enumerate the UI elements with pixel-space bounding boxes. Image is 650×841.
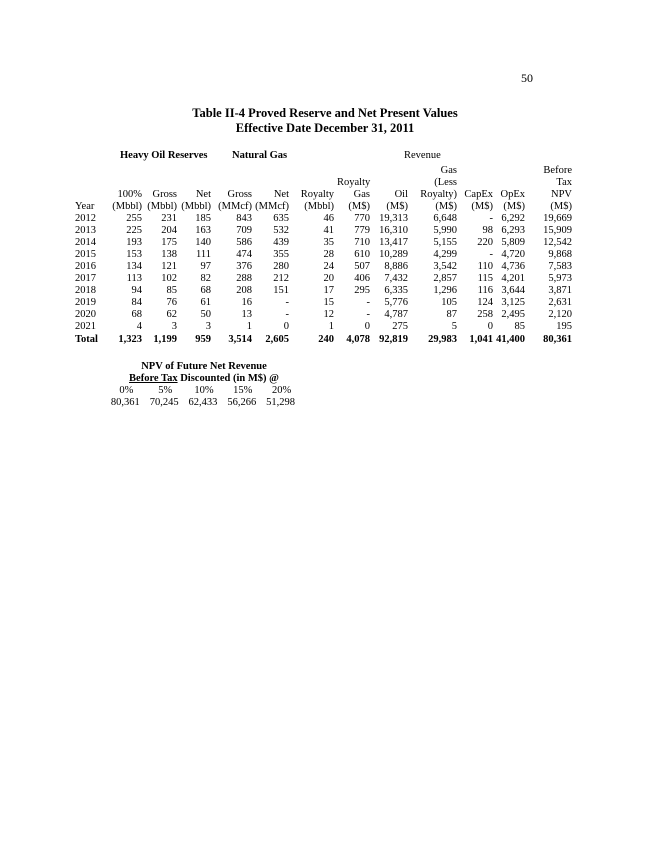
table-cell: 87: [446, 309, 457, 320]
table-cell: 16: [241, 297, 252, 308]
table-cell: 2012: [75, 213, 96, 224]
npv-subtitle: [107, 373, 301, 385]
table-cell: 35: [323, 237, 334, 248]
table-cell: 12: [323, 309, 334, 320]
column-header-cell: OpEx: [500, 189, 525, 200]
table-cell: 163: [195, 225, 211, 236]
column-header-cell: [373, 177, 411, 189]
npv-rate-cell: 15%: [233, 385, 253, 396]
total-row: [73, 333, 575, 346]
table-row: [73, 273, 575, 285]
table-cell: 208: [236, 285, 252, 296]
header-row: [73, 165, 575, 177]
column-header-cell: [214, 165, 255, 177]
column-header-cell: (Mbbl): [181, 201, 211, 212]
table-cell: 474: [236, 249, 252, 260]
column-header-cell: [460, 165, 496, 177]
table-cell: 4,787: [384, 309, 408, 320]
table-cell: 3,542: [433, 261, 457, 272]
column-header-cell: Gross: [152, 189, 177, 200]
table-cell: 9,868: [548, 249, 572, 260]
table-body: [73, 213, 575, 346]
table-cell: 15: [323, 297, 334, 308]
column-header-cell: (M$): [471, 201, 493, 212]
table-cell: 19,669: [543, 213, 572, 224]
group-header-natural-gas: Natural Gas: [232, 150, 288, 161]
column-header-cell: Tax: [556, 177, 572, 188]
column-header-cell: [73, 177, 109, 189]
table-cell: 532: [273, 225, 289, 236]
total-cell: 2,605: [265, 334, 289, 345]
table-row: [73, 249, 575, 261]
npv-summary: [107, 361, 301, 409]
table-cell: 7,432: [384, 273, 408, 284]
table-cell: 4,720: [501, 249, 525, 260]
table-cell: 15,909: [543, 225, 572, 236]
column-header-cell: Before: [543, 165, 572, 176]
table-cell: 610: [354, 249, 370, 260]
total-cell: 92,819: [379, 334, 408, 345]
table-cell: -: [285, 297, 289, 308]
table-cell: 635: [273, 213, 289, 224]
table-cell: 94: [131, 285, 142, 296]
table-title: [0, 106, 650, 136]
table-cell: 111: [196, 249, 211, 260]
table-cell: 6,292: [501, 213, 525, 224]
column-header-cell: [109, 177, 145, 189]
table-cell: 2019: [75, 297, 96, 308]
npv-value-cell: 70,245: [149, 397, 179, 408]
title-line-2: Effective Date December 31, 2011: [235, 121, 415, 135]
table-cell: 16,310: [379, 225, 408, 236]
npv-rate-cell: 20%: [271, 385, 292, 396]
header-row: [73, 201, 575, 213]
table-cell: -: [285, 309, 289, 320]
table-cell: 288: [236, 273, 252, 284]
table-cell: 62: [166, 309, 177, 320]
table-cell: 231: [161, 213, 177, 224]
column-header-cell: (M$): [503, 201, 525, 212]
table-cell: 3,125: [501, 297, 525, 308]
column-header-cell: [292, 165, 337, 177]
table-cell: 2016: [75, 261, 96, 272]
table-cell: 134: [126, 261, 142, 272]
npv-subtitle-underlined: Before Tax: [129, 373, 178, 384]
table-cell: 5,776: [384, 297, 408, 308]
table-cell: 140: [195, 237, 211, 248]
table-cell: 6,293: [501, 225, 525, 236]
table-cell: 102: [161, 273, 177, 284]
table-row: [73, 309, 575, 321]
table-cell: 85: [514, 321, 525, 332]
table-cell: 2017: [75, 273, 96, 284]
table-cell: 5,809: [501, 237, 525, 248]
column-header-cell: [496, 165, 528, 177]
table-cell: 3,644: [501, 285, 525, 296]
total-cell: 80,361: [543, 334, 572, 345]
column-header-cell: Year: [75, 201, 95, 212]
group-header-heavy-oil: Heavy Oil Reserves: [120, 150, 208, 161]
table-cell: 124: [477, 297, 493, 308]
column-header-cell: [180, 177, 214, 189]
table-cell: 195: [556, 321, 572, 332]
npv-subtitle-rest: Discounted (in M$) @: [177, 373, 279, 384]
table-cell: 3,871: [548, 285, 572, 296]
npv-value-cell: 62,433: [188, 397, 218, 408]
total-cell: 1,199: [153, 334, 177, 345]
table-cell: 5,990: [433, 225, 457, 236]
table-cell: 7,583: [548, 261, 572, 272]
table-cell: 2013: [75, 225, 96, 236]
table-row: [73, 237, 575, 249]
table-cell: 586: [236, 237, 252, 248]
npv-value-cell: 80,361: [110, 397, 140, 408]
column-header-cell: [109, 165, 145, 177]
table-cell: 185: [195, 213, 211, 224]
npv-table: [107, 385, 301, 409]
column-header-cell: (Mbbl): [147, 201, 177, 212]
table-cell: 20: [323, 273, 334, 284]
reserves-table: [73, 165, 575, 346]
column-header-cell: [255, 165, 292, 177]
npv-value-cell: 56,266: [227, 397, 257, 408]
table-cell: 110: [477, 261, 493, 272]
table-row: [73, 285, 575, 297]
column-header-cell: [214, 177, 255, 189]
table-cell: -: [489, 213, 493, 224]
total-cell: 1,323: [118, 334, 142, 345]
column-header-cell: NPV: [550, 189, 572, 200]
column-header-cell: (M$): [435, 201, 457, 212]
table-cell: 439: [273, 237, 289, 248]
npv-rate-cell: 0%: [119, 385, 134, 396]
column-header-cell: 100%: [117, 189, 142, 200]
table-header: [73, 165, 575, 213]
table-cell: 843: [236, 213, 252, 224]
table-cell: 204: [161, 225, 177, 236]
column-header-cell: Royalty: [337, 177, 371, 188]
table-cell: 68: [200, 285, 211, 296]
table-cell: 212: [273, 273, 289, 284]
table-cell: 280: [273, 261, 289, 272]
table-cell: 0: [364, 321, 370, 332]
total-cell: 959: [195, 334, 211, 345]
column-header-cell: (M$): [348, 201, 370, 212]
table-cell: 4,736: [501, 261, 525, 272]
table-cell: 1: [328, 321, 334, 332]
table-cell: 28: [323, 249, 334, 260]
total-cell: 1,041: [469, 334, 493, 345]
table-cell: -: [366, 297, 370, 308]
column-header-cell: Gas: [353, 189, 370, 200]
table-cell: 5,973: [548, 273, 572, 284]
table-row: [73, 297, 575, 309]
table-cell: 46: [323, 213, 334, 224]
table-cell: 2,857: [433, 273, 457, 284]
table-cell: 709: [236, 225, 252, 236]
table-cell: 5,155: [433, 237, 457, 248]
title-line-1: Table II-4 Proved Reserve and Net Present Values: [192, 106, 458, 120]
column-header-cell: [337, 165, 373, 177]
column-header-cell: (MMcf): [218, 201, 252, 212]
table-cell: 255: [126, 213, 142, 224]
group-header-revenue: Revenue: [404, 150, 441, 161]
table-cell: 12,542: [543, 237, 572, 248]
npv-rate-cell: 5%: [158, 385, 173, 396]
table-cell: 98: [482, 225, 493, 236]
table-cell: 41: [323, 225, 334, 236]
table-cell: 4,299: [433, 249, 457, 260]
total-cell: Total: [75, 334, 98, 345]
table-cell: 1: [246, 321, 252, 332]
npv-title: NPV of Future Net Revenue: [141, 361, 267, 372]
table-row: [73, 261, 575, 273]
table-cell: 2018: [75, 285, 96, 296]
total-cell: 4,078: [346, 334, 370, 345]
table-cell: 3: [171, 321, 177, 332]
table-cell: 5: [451, 321, 457, 332]
column-header-cell: (M$): [386, 201, 408, 212]
table-cell: 153: [126, 249, 142, 260]
column-header-cell: (M$): [550, 201, 572, 212]
table-cell: 138: [161, 249, 177, 260]
table-cell: 82: [200, 273, 211, 284]
column-header-cell: [255, 177, 292, 189]
column-header-cell: [73, 189, 109, 201]
column-header-cell: CapEx: [464, 189, 493, 200]
column-header-cell: [496, 177, 528, 189]
table-cell: 2014: [75, 237, 96, 248]
table-cell: 84: [131, 297, 142, 308]
column-header-cell: [460, 177, 496, 189]
column-header-cell: [73, 165, 109, 177]
table-cell: 13,417: [379, 237, 408, 248]
table-cell: 13: [241, 309, 252, 320]
table-cell: 68: [131, 309, 142, 320]
total-cell: 29,983: [428, 334, 457, 345]
table-cell: 24: [323, 261, 334, 272]
table-cell: 19,313: [379, 213, 408, 224]
table-row: [73, 225, 575, 237]
table-cell: 258: [477, 309, 493, 320]
column-header-cell: Gross: [227, 189, 252, 200]
column-header-cell: (MMcf): [255, 201, 289, 212]
table-cell: 1,296: [433, 285, 457, 296]
header-row: [73, 177, 575, 189]
table-row: [73, 321, 575, 333]
column-header-cell: [145, 177, 180, 189]
table-cell: 2,495: [501, 309, 525, 320]
table-cell: 10,289: [379, 249, 408, 260]
table-cell: 97: [200, 261, 211, 272]
table-cell: 105: [441, 297, 457, 308]
table-cell: 779: [354, 225, 370, 236]
table-cell: 406: [354, 273, 370, 284]
column-header-cell: (Mbbl): [112, 201, 142, 212]
table-cell: 507: [354, 261, 370, 272]
column-header-cell: [180, 165, 214, 177]
column-header-cell: [145, 165, 180, 177]
table-cell: 115: [477, 273, 493, 284]
column-header-cell: (Mbbl): [304, 201, 334, 212]
column-header-cell: (Less: [434, 177, 457, 188]
header-row: [73, 189, 575, 201]
table-cell: 275: [392, 321, 408, 332]
table-cell: 61: [200, 297, 211, 308]
column-header-cell: [373, 165, 411, 177]
table-cell: 8,886: [384, 261, 408, 272]
table-cell: -: [489, 249, 493, 260]
npv-rate-cell: 10%: [194, 385, 214, 396]
column-header-cell: Net: [195, 189, 211, 200]
column-header-cell: Gas: [440, 165, 457, 176]
table-cell: 113: [126, 273, 142, 284]
npv-rates-row: [107, 385, 301, 397]
table-cell: 220: [477, 237, 493, 248]
table-cell: 770: [354, 213, 370, 224]
table-cell: 0: [283, 321, 289, 332]
table-cell: 2020: [75, 309, 96, 320]
table-cell: 50: [200, 309, 211, 320]
total-cell: 41,400: [496, 334, 525, 345]
table-cell: 85: [166, 285, 177, 296]
table-cell: 3: [205, 321, 211, 332]
table-cell: 2021: [75, 321, 96, 332]
npv-values-row: [107, 397, 301, 409]
table-cell: 295: [354, 285, 370, 296]
table-cell: 121: [161, 261, 177, 272]
table-cell: 710: [354, 237, 370, 248]
table-cell: 151: [273, 285, 289, 296]
table-cell: 2015: [75, 249, 96, 260]
table-cell: 355: [273, 249, 289, 260]
column-header-cell: Oil: [394, 189, 408, 200]
table-cell: 2,631: [548, 297, 572, 308]
npv-value-cell: 51,298: [266, 397, 295, 408]
column-header-cell: Net: [273, 189, 289, 200]
column-header-cell: [292, 177, 337, 189]
table-cell: 4,201: [501, 273, 525, 284]
table-cell: 225: [126, 225, 142, 236]
table-cell: 4: [136, 321, 142, 332]
table-cell: 116: [477, 285, 493, 296]
table-cell: 6,335: [384, 285, 408, 296]
table-cell: 175: [161, 237, 177, 248]
table-cell: 193: [126, 237, 142, 248]
table-row: [73, 213, 575, 225]
total-cell: 240: [318, 334, 334, 345]
total-cell: 3,514: [228, 334, 252, 345]
page-number: 50: [521, 71, 533, 85]
table-cell: 17: [323, 285, 334, 296]
table-cell: -: [366, 309, 370, 320]
column-header-cell: Royalty): [420, 189, 457, 200]
table-cell: 6,648: [433, 213, 457, 224]
table-cell: 0: [487, 321, 493, 332]
table-cell: 2,120: [548, 309, 572, 320]
column-header-cell: Royalty: [300, 189, 334, 200]
table-cell: 76: [166, 297, 177, 308]
table-cell: 376: [236, 261, 252, 272]
